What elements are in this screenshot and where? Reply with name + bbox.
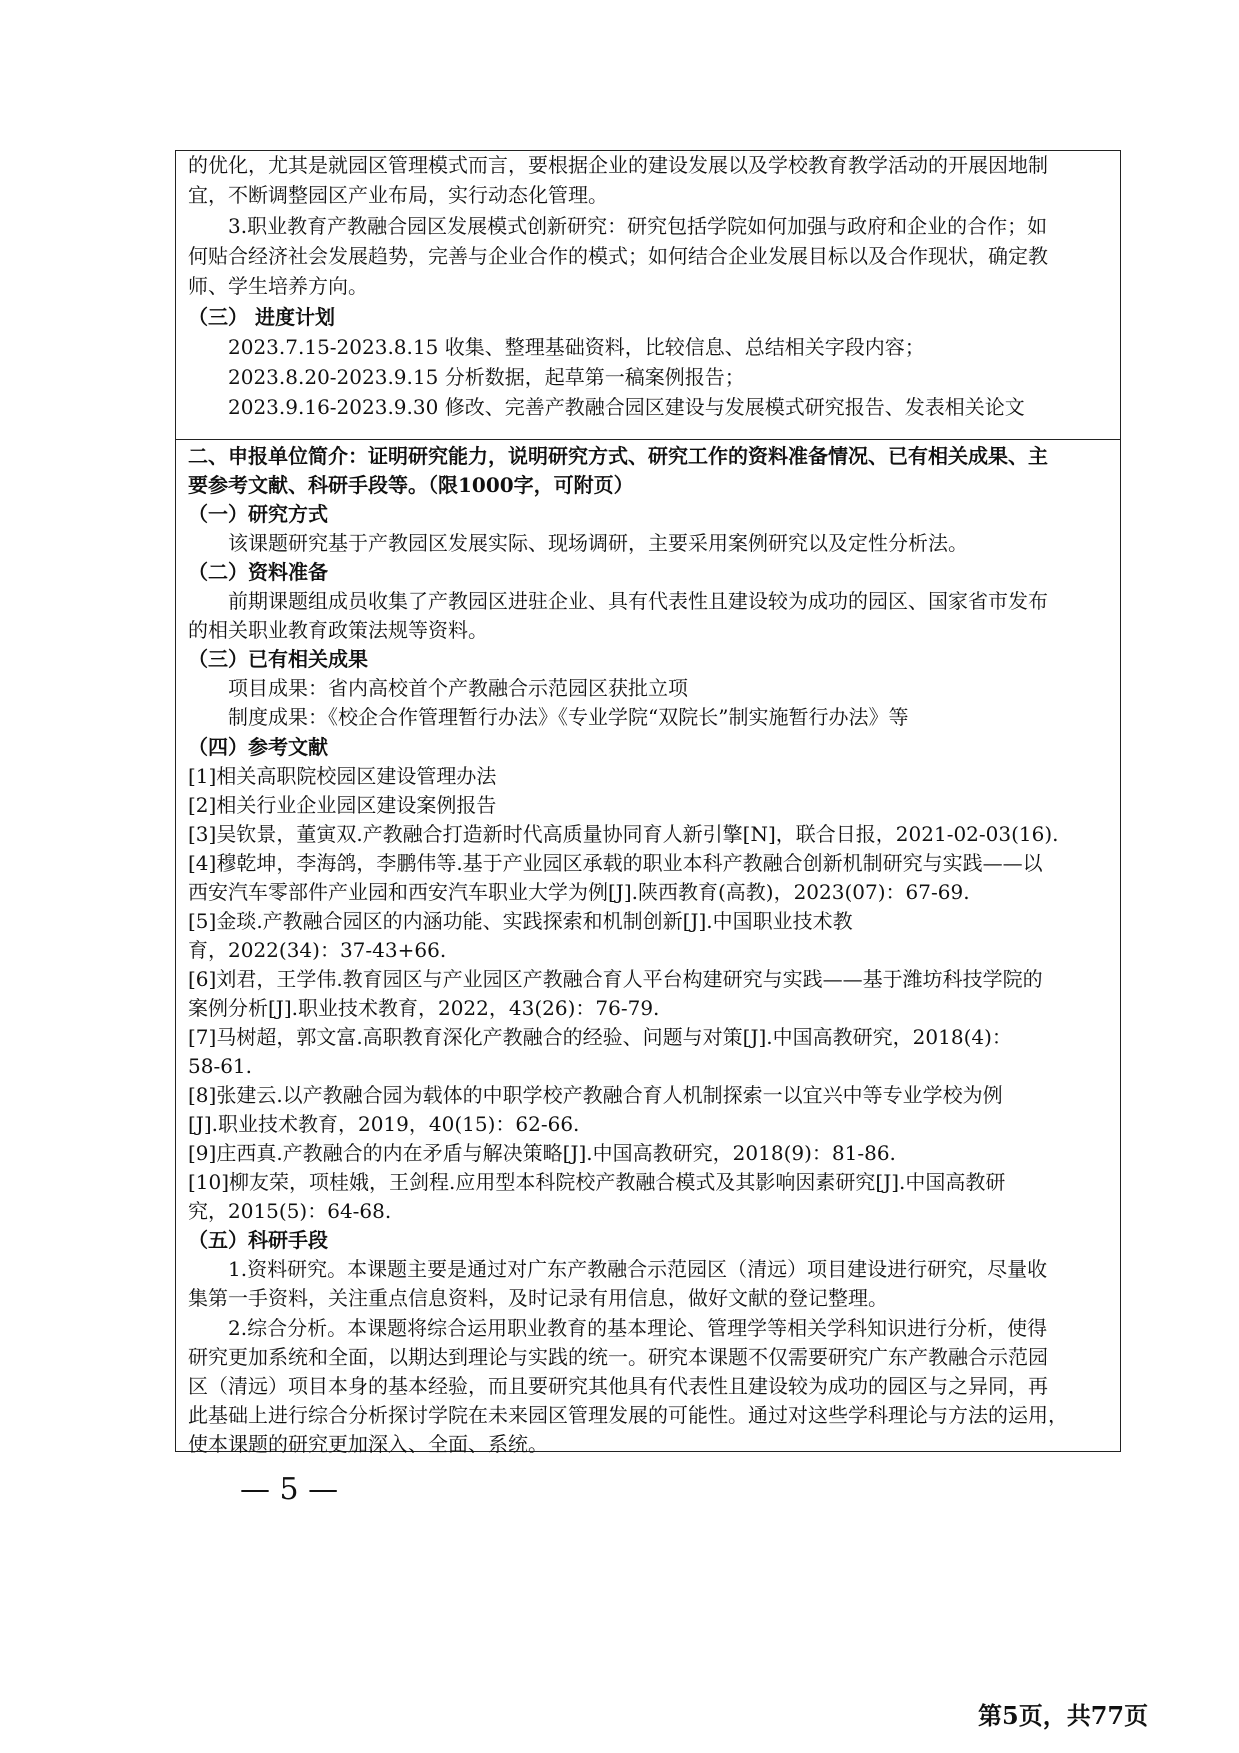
text-line: 2023.9.16-2023.9.30 修改、完善产教融合园区建设与发展模式研究报告、发表相关论文 bbox=[228, 395, 1025, 420]
text-line: 的优化，尤其是就园区管理模式而言，要根据企业的建设发展以及学校教育教学活动的开展因地制 bbox=[188, 153, 1048, 177]
text-line: [3]吴钦景，董寅双.产教融合打造新时代高质量协同育人新引擎[N]，联合日报，2021-02-03(16). bbox=[188, 821, 1059, 846]
application-form-table bbox=[175, 150, 1121, 1456]
text-line: [2]相关行业企业园区建设案例报告 bbox=[188, 792, 497, 817]
text-line: 育，2022(34)：37-43+66. bbox=[188, 937, 447, 962]
text-line: [9]庄西真.产教融合的内在矛盾与解决策略[J].中国高教研究，2018(9)：81-86. bbox=[188, 1141, 896, 1166]
text-line: [6]刘君，王学伟.教育园区与产业园区产教融合育人平台构建研究与实践——基于潍坊科技学院的 bbox=[188, 966, 1043, 991]
text-line: 项目成果：省内高校首个产教融合示范园区获批立项 bbox=[228, 676, 688, 701]
text-line: 集第一手资料，关注重点信息资料，及时记录有用信息，做好文献的登记整理。 bbox=[188, 1286, 888, 1311]
text-line: 58-61. bbox=[188, 1054, 253, 1079]
text-line: [8]张建云.以产教融合园为载体的中职学校产教融合育人机制探索一以宜兴中等专业学校为例 bbox=[188, 1083, 1003, 1108]
text-line: [10]柳友荣，项桂娥，王剑程.应用型本科院校产教融合模式及其影响因素研究[J].中国高教研 bbox=[188, 1170, 1006, 1195]
text-line: 的相关职业教育政策法规等资料。 bbox=[188, 618, 488, 643]
text-line: 区（清远）项目本身的基本经验，而且要研究其他具有代表性且建设较为成功的园区与之异同，再 bbox=[188, 1373, 1048, 1398]
text-line: 1.资料研究。本课题主要是通过对广东产教融合示范园区（清远）项目建设进行研究，尽量收 bbox=[228, 1257, 1048, 1282]
text-line: 3.职业教育产教融合园区发展模式创新研究：研究包括学院如何加强与政府和企业的合作；如 bbox=[228, 213, 1048, 238]
text-line: 西安汽车零部件产业园和西安汽车职业大学为例[J].陕西教育(高教)，2023(07)：67-69. bbox=[188, 879, 970, 904]
text-line: 研究更加系统和全面，以期达到理论与实践的统一。研究本课题不仅需要研究广东产教融合示范园 bbox=[188, 1344, 1048, 1369]
section-heading: （四）参考文献 bbox=[188, 734, 328, 759]
text-line: 宜，不断调整园区产业布局，实行动态化管理。 bbox=[188, 183, 608, 208]
page-count-label: 第5页，共77页 bbox=[978, 1701, 1149, 1730]
text-line: 使本课题的研究更加深入、全面、系统。 bbox=[188, 1431, 548, 1456]
text-line: 究，2015(5)：64-68. bbox=[188, 1199, 392, 1224]
section-heading: 二、申报单位简介：证明研究能力，说明研究方式、研究工作的资料准备情况、已有相关成果、主 bbox=[188, 444, 1048, 468]
page-number: — 5 — bbox=[240, 1472, 339, 1507]
text-line: 案例分析[J].职业技术教育，2022，43(26)：76-79. bbox=[188, 995, 660, 1020]
text-line: 2023.7.15-2023.8.15 收集、整理基础资料，比较信息、总结相关字段内容； bbox=[228, 334, 925, 359]
section-heading: （一）研究方式 bbox=[188, 502, 328, 527]
section-heading: （三） 进度计划 bbox=[188, 304, 335, 329]
section-heading: （二）资料准备 bbox=[188, 560, 328, 585]
row-divider bbox=[176, 439, 1120, 440]
text-line: 师、学生培养方向。 bbox=[188, 274, 368, 299]
text-line: 2.综合分析。本课题将综合运用职业教育的基本理论、管理学等相关学科知识进行分析，使得 bbox=[228, 1315, 1048, 1340]
text-line: [5]金琰.产教融合园区的内涵功能、实践探索和机制创新[J].中国职业技术教 bbox=[188, 908, 853, 933]
text-line: 前期课题组成员收集了产教园区进驻企业、具有代表性且建设较为成功的园区、国家省市发布 bbox=[228, 589, 1048, 614]
text-line: 制度成果：《校企合作管理暂行办法》《专业学院“双院长”制实施暂行办法》等 bbox=[228, 705, 909, 730]
text-line: 此基础上进行综合分析探讨学院在未来园区管理发展的可能性。通过对这些学科理论与方法的运用， bbox=[188, 1402, 1068, 1427]
text-line: 2023.8.20-2023.9.15 分析数据，起草第一稿案例报告； bbox=[228, 365, 745, 390]
section-heading: 要参考文献、科研手段等。（限1000字，可附页） bbox=[188, 473, 634, 498]
text-line: 该课题研究基于产教园区发展实际、现场调研，主要采用案例研究以及定性分析法。 bbox=[228, 531, 968, 556]
section-heading: （五）科研手段 bbox=[188, 1228, 328, 1253]
text-line: 何贴合经济社会发展趋势，完善与企业合作的模式；如何结合企业发展目标以及合作现状，确定教 bbox=[188, 243, 1048, 268]
section-heading: （三）已有相关成果 bbox=[188, 647, 368, 672]
text-line: [7]马树超，郭文富.高职教育深化产教融合的经验、问题与对策[J].中国高教研究，2018(4)： bbox=[188, 1025, 1012, 1049]
text-line: [4]穆乾坤，李海鸽，李鹏伟等.基于产业园区承载的职业本科产教融合创新机制研究与实践——以 bbox=[188, 850, 1043, 875]
text-line: [J].职业技术教育，2019，40(15)：62-66. bbox=[188, 1112, 580, 1137]
text-line: [1]相关高职院校园区建设管理办法 bbox=[188, 763, 497, 788]
